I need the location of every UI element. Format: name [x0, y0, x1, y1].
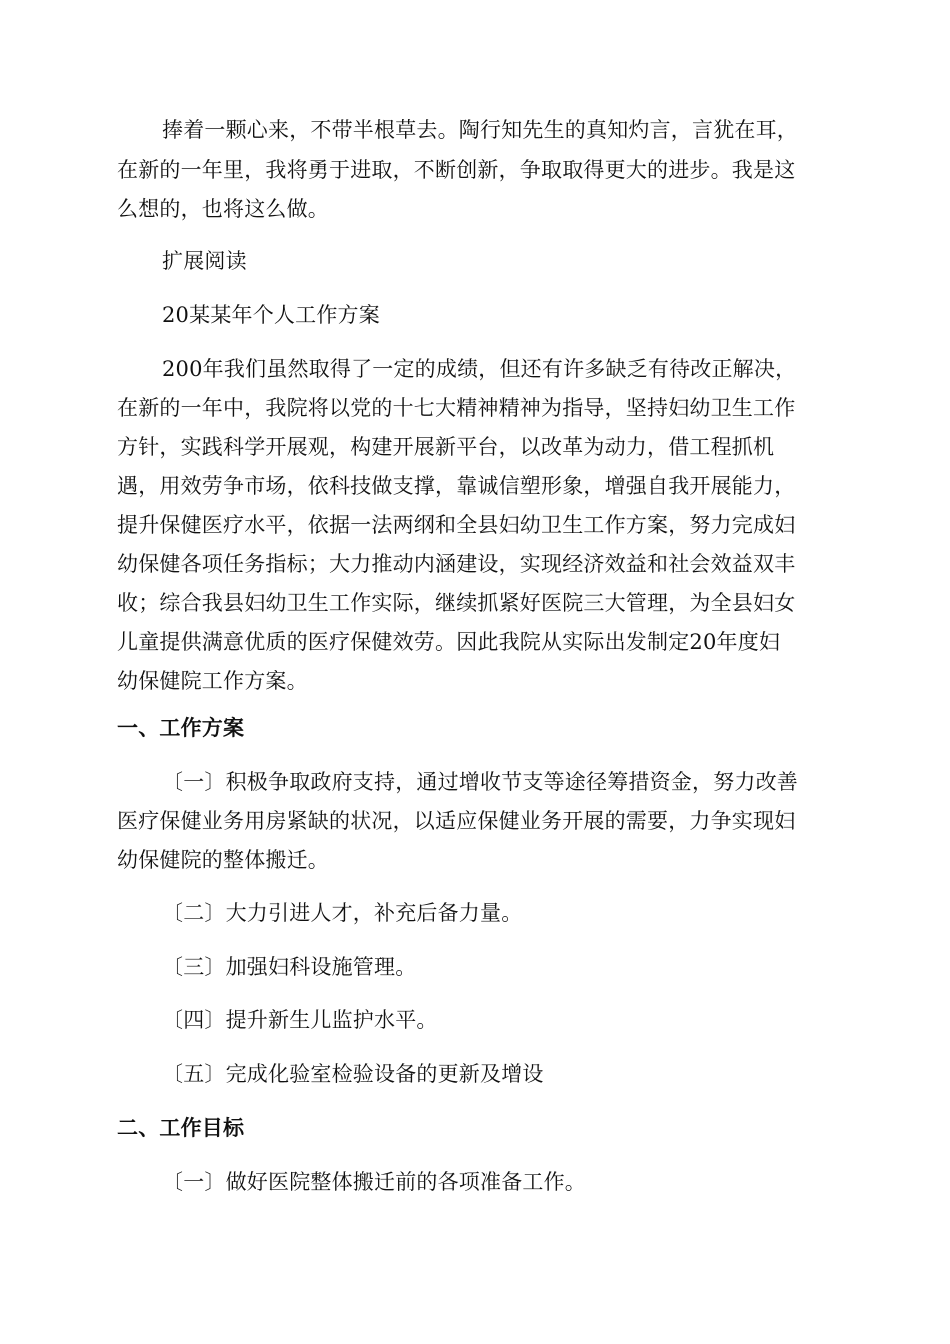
paragraph-line: 幼保健院工作方案。: [117, 669, 308, 693]
list-item-line: 幼保健院的整体搬迁。: [117, 848, 329, 872]
paragraph-line: 提升保健医疗水平，依据一法两纲和全县妇幼卫生工作方案，努力完成妇: [117, 513, 796, 537]
section-label: 扩展阅读: [162, 249, 247, 273]
list-item: 〔四〕提升新生儿监护水平。: [162, 1008, 438, 1032]
paragraph-line: 儿童提供满意优质的医疗保健效劳。因此我院从实际出发制定20年度妇: [117, 630, 781, 654]
section-heading: 二、工作目标: [117, 1116, 245, 1140]
section-heading: 一、工作方案: [117, 716, 245, 740]
paragraph-line: 遇，用效劳争市场，依科技做支撑，靠诚信塑形象，增强自我开展能力，: [117, 474, 796, 498]
paragraph-line: 么想的，也将这么做。: [117, 197, 329, 221]
list-item-line: 〔一〕积极争取政府支持，通过增收节支等途径筹措资金，努力改善: [162, 770, 798, 794]
paragraph-line: 捧着一颗心来，不带半根草去。陶行知先生的真知灼言，言犹在耳，: [162, 118, 798, 142]
list-item: 〔三〕加强妇科设施管理。: [162, 955, 417, 979]
paragraph-line: 幼保健各项任务指标；大力推动内涵建设，实现经济效益和社会效益双丰: [117, 552, 796, 576]
paragraph-line: 收；综合我县妇幼卫生工作实际，继续抓紧好医院三大管理，为全县妇女: [117, 591, 796, 615]
list-item: 〔二〕大力引进人才，补充后备力量。: [162, 901, 523, 925]
paragraph-line: 200年我们虽然取得了一定的成绩，但还有许多缺乏有待改正解决，: [162, 357, 797, 381]
paragraph-line: 在新的一年中，我院将以党的十七大精神精神为指导，坚持妇幼卫生工作: [117, 396, 796, 420]
list-item: 〔五〕完成化验室检验设备的更新及增设: [162, 1062, 544, 1086]
paragraph-line: 在新的一年里，我将勇于进取，不断创新，争取取得更大的进步。我是这: [117, 158, 796, 182]
list-item: 〔一〕做好医院整体搬迁前的各项准备工作。: [162, 1170, 586, 1194]
list-item-line: 医疗保健业务用房紧缺的状况，以适应保健业务开展的需要，力争实现妇: [117, 809, 796, 833]
paragraph-line: 方针，实践科学开展观，构建开展新平台，以改革为动力，借工程抓机: [117, 435, 775, 459]
document-title: 20某某年个人工作方案: [162, 303, 380, 327]
